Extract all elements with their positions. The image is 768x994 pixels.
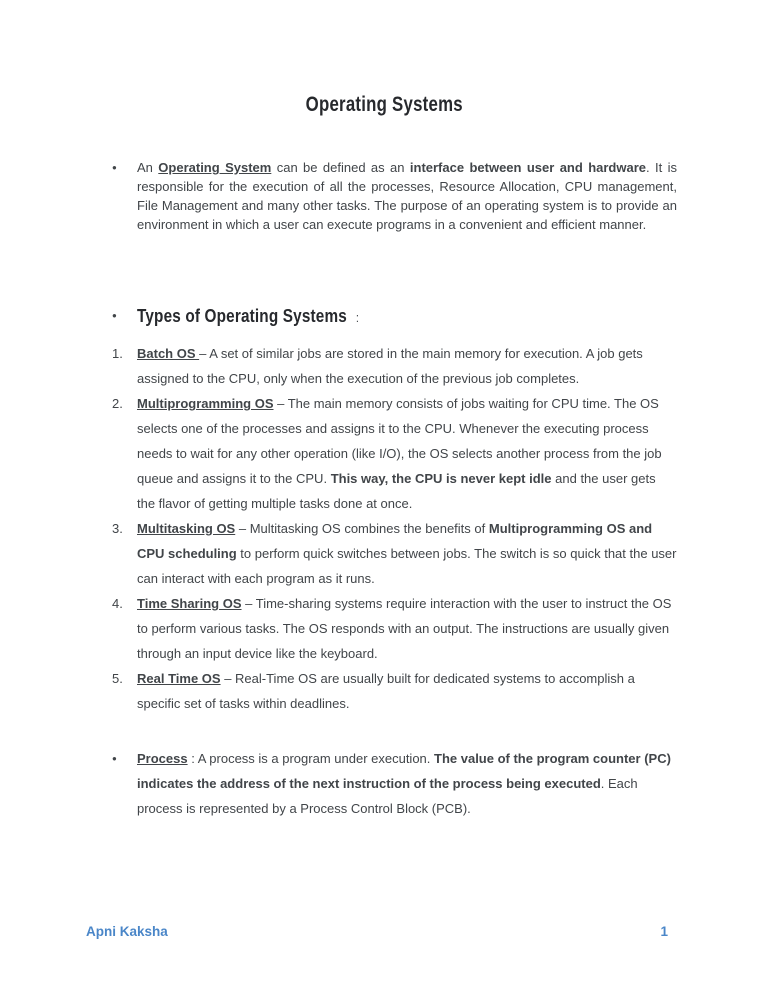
list-item-time-sharing-os bbox=[112, 591, 677, 666]
list-item-text: Real Time OS – Real-Time OS are usually built for dedicated systems to accomplish a specific set of tasks within deadlines. bbox=[137, 671, 635, 711]
page-footer bbox=[86, 922, 668, 941]
os-types-list bbox=[112, 341, 677, 716]
section-heading: Types of Operating Systems bbox=[137, 306, 347, 326]
page-number: 1 bbox=[660, 924, 668, 939]
bullet-icon: ● bbox=[112, 754, 117, 763]
list-number: 1. bbox=[112, 346, 123, 361]
list-item-text: Multitasking OS – Multitasking OS combines the benefits of Multiprogramming OS and CPU scheduling to perform quick switches between jobs. The switch is so quick that the user can interact with each program as it runs. bbox=[137, 521, 677, 586]
list-item-multitasking-os bbox=[112, 516, 677, 591]
list-number: 3. bbox=[112, 521, 123, 536]
intro-paragraph: An Operating System can be defined as an interface between user and hardware. It is responsible for the execution of all the processes, Resource Allocation, CPU management, File Management and many other tasks. The purpose of an operating system is to provide an environment in which a user can execute programs in a convenient and efficient manner. bbox=[137, 160, 677, 232]
list-number: 4. bbox=[112, 596, 123, 611]
list-item-text: Batch OS – A set of similar jobs are stored in the main memory for execution. A job gets assigned to the CPU, only when the execution of the previous job completes. bbox=[137, 346, 643, 386]
list-item-real-time-os bbox=[112, 666, 677, 716]
list-item-text: Multiprogramming OS – The main memory consists of jobs waiting for CPU time. The OS selects one of the processes and assigns it to the CPU. Whenever the executing process needs to wait for any other operation (like I/O), the OS selects another process from the job queue and assigns it to the CPU. This way, the CPU is never kept idle and the user gets the flavor of getting multiple tasks done at once. bbox=[137, 396, 662, 511]
footer-brand: Apni Kaksha bbox=[86, 924, 168, 939]
list-item-text: Time Sharing OS – Time-sharing systems require interaction with the user to instruct the OS to perform various tasks. The OS responds with an output. The instructions are usually given through an input device like the keyboard. bbox=[137, 596, 672, 661]
list-item-batch-os bbox=[112, 341, 677, 391]
list-number: 5. bbox=[112, 671, 123, 686]
section-heading-colon: : bbox=[355, 310, 360, 325]
bullet-icon: ● bbox=[112, 163, 117, 172]
process-paragraph: Process : A process is a program under execution. The value of the program counter (PC) indicates the address of the next instruction of the process being executed. Each process is represented by a Process Control Block (PCB). bbox=[137, 751, 671, 816]
list-number: 2. bbox=[112, 396, 123, 411]
intro-paragraph-row bbox=[112, 158, 677, 234]
document-title-row bbox=[0, 92, 768, 120]
bullet-icon: ● bbox=[112, 311, 117, 320]
process-paragraph-row bbox=[112, 746, 677, 821]
section-heading-row bbox=[112, 304, 677, 330]
section-heading-group bbox=[137, 304, 359, 330]
document-title: Operating Systems bbox=[305, 93, 463, 116]
list-item-multiprogramming-os bbox=[112, 391, 677, 516]
